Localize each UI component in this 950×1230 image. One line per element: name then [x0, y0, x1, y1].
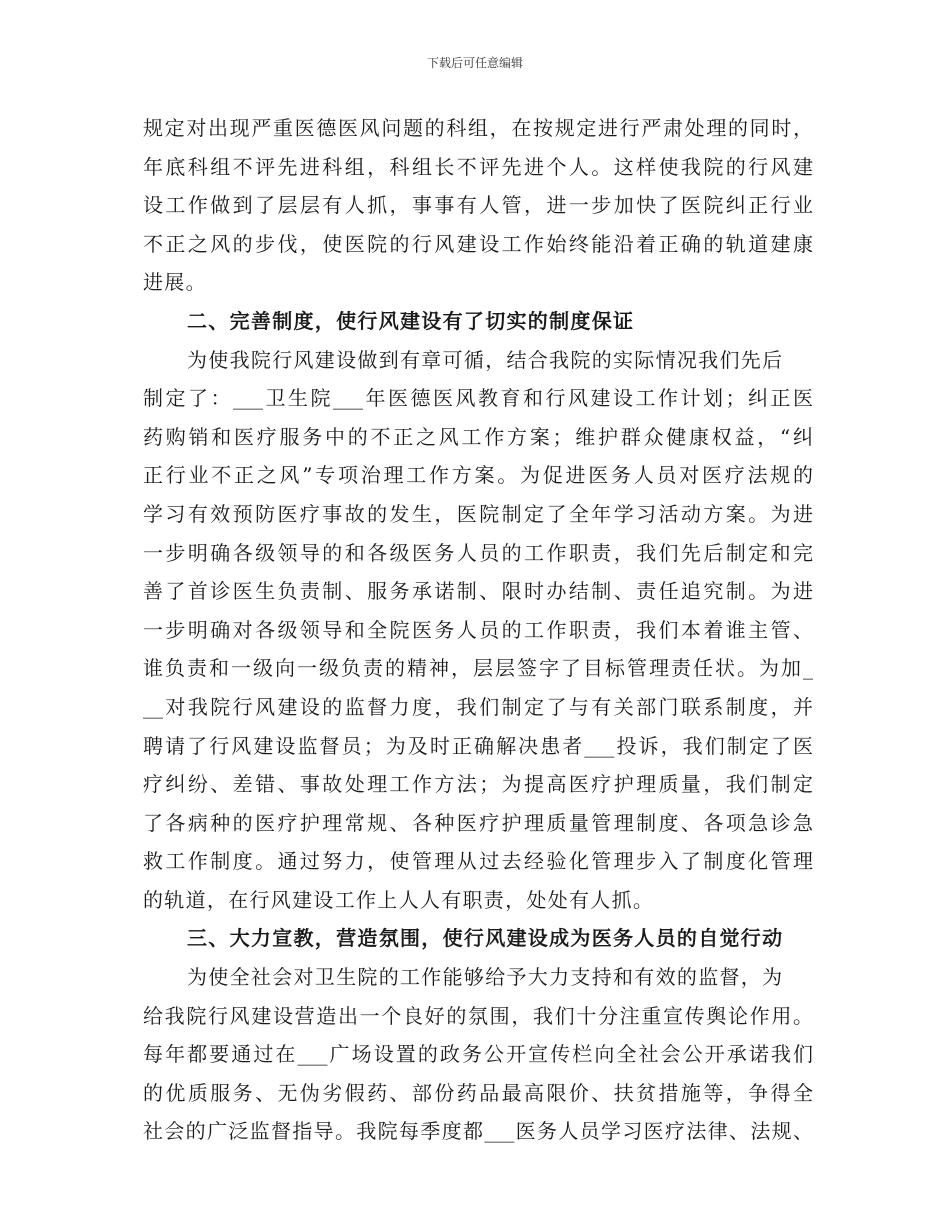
body-line: 谁负责和一级向一级负责的精神，层层签字了目标管理责任状。为加_ — [143, 656, 813, 681]
body-line: 药购销和医疗服务中的不正之风工作方案；维护群众健康权益，“纠 — [143, 424, 813, 449]
body-line: 善了首诊医生负责制、服务承诺制、限时办结制、责任追究制。为进 — [143, 579, 813, 604]
body-line: 社会的广泛监督指导。我院每季度都___医务人员学习医疗法律、法规、 — [143, 1119, 813, 1144]
body-line: 每年都要通过在___广场设置的政务公开宣传栏向全社会公开承诺我们 — [143, 1042, 813, 1067]
body-line: 疗纠纷、差错、事故处理工作方法；为提高医疗护理质量，我们制定 — [143, 772, 813, 797]
body-line: 一步明确对各级领导和全院医务人员的工作职责，我们本着谁主管、 — [143, 617, 813, 642]
body-line: 救工作制度。通过努力，使管理从过去经验化管理步入了制度化管理 — [143, 849, 813, 874]
body-line: 规定对出现严重医德医风问题的科组，在按规定进行严肃处理的同时， — [143, 116, 813, 140]
body-line: 给我院行风建设营造出一个良好的氛围，我们十分注重宣传舆论作用。 — [143, 1003, 813, 1028]
body-line: 聘请了行风建设监督员；为及时正确解决患者___投诉，我们制定了医 — [143, 733, 813, 758]
body-line: 设工作做到了层层有人抓，事事有人管，进一步加快了医院纠正行业 — [143, 193, 813, 218]
body-line: 的优质服务、无伪劣假药、部份药品最高限价、扶贫措施等，争得全 — [143, 1080, 813, 1105]
body-line: 进展。 — [143, 270, 207, 295]
page-header: 下载后可任意编辑 — [426, 56, 523, 70]
body-line: __对我院行风建设的监督力度，我们制定了与有关部门联系制度，并 — [143, 694, 813, 719]
body-line: 了各病种的医疗护理常规、各种医疗护理质量管理制度、各项急诊急 — [143, 810, 813, 835]
body-line: 年底科组不评先进科组，科组长不评先进个人。这样使我院的行风建 — [143, 154, 813, 179]
paragraph-first-line: 为使全社会对卫生院的工作能够给予大力支持和有效的监督，为 — [187, 965, 784, 990]
body-line: 的轨道，在行风建设工作上人人有职责，处处有人抓。 — [143, 887, 655, 912]
body-line: 不正之风的步伐，使医院的行风建设工作始终能沿着正确的轨道建康 — [143, 231, 813, 256]
document-body — [143, 109, 813, 1151]
body-line: 一步明确各级领导的和各级医务人员的工作职责，我们先后制定和完 — [143, 540, 813, 565]
body-line: 制定了：___卫生院___年医德医风教育和行风建设工作计划；纠正医 — [143, 386, 813, 411]
body-line: 学习有效预防医疗事故的发生，医院制定了全年学习活动方案。为进 — [143, 501, 813, 526]
section-heading-3: 三、大力宣教，营造氛围，使行风建设成为医务人员的自觉行动 — [187, 926, 784, 951]
body-line: 正行业不正之风”专项治理工作方案。为促进医务人员对医疗法规的 — [143, 463, 813, 488]
section-heading-2: 二、完善制度，使行风建设有了切实的制度保证 — [187, 308, 635, 333]
paragraph-first-line: 为使我院行风建设做到有章可循，结合我院的实际情况我们先后 — [187, 347, 784, 372]
